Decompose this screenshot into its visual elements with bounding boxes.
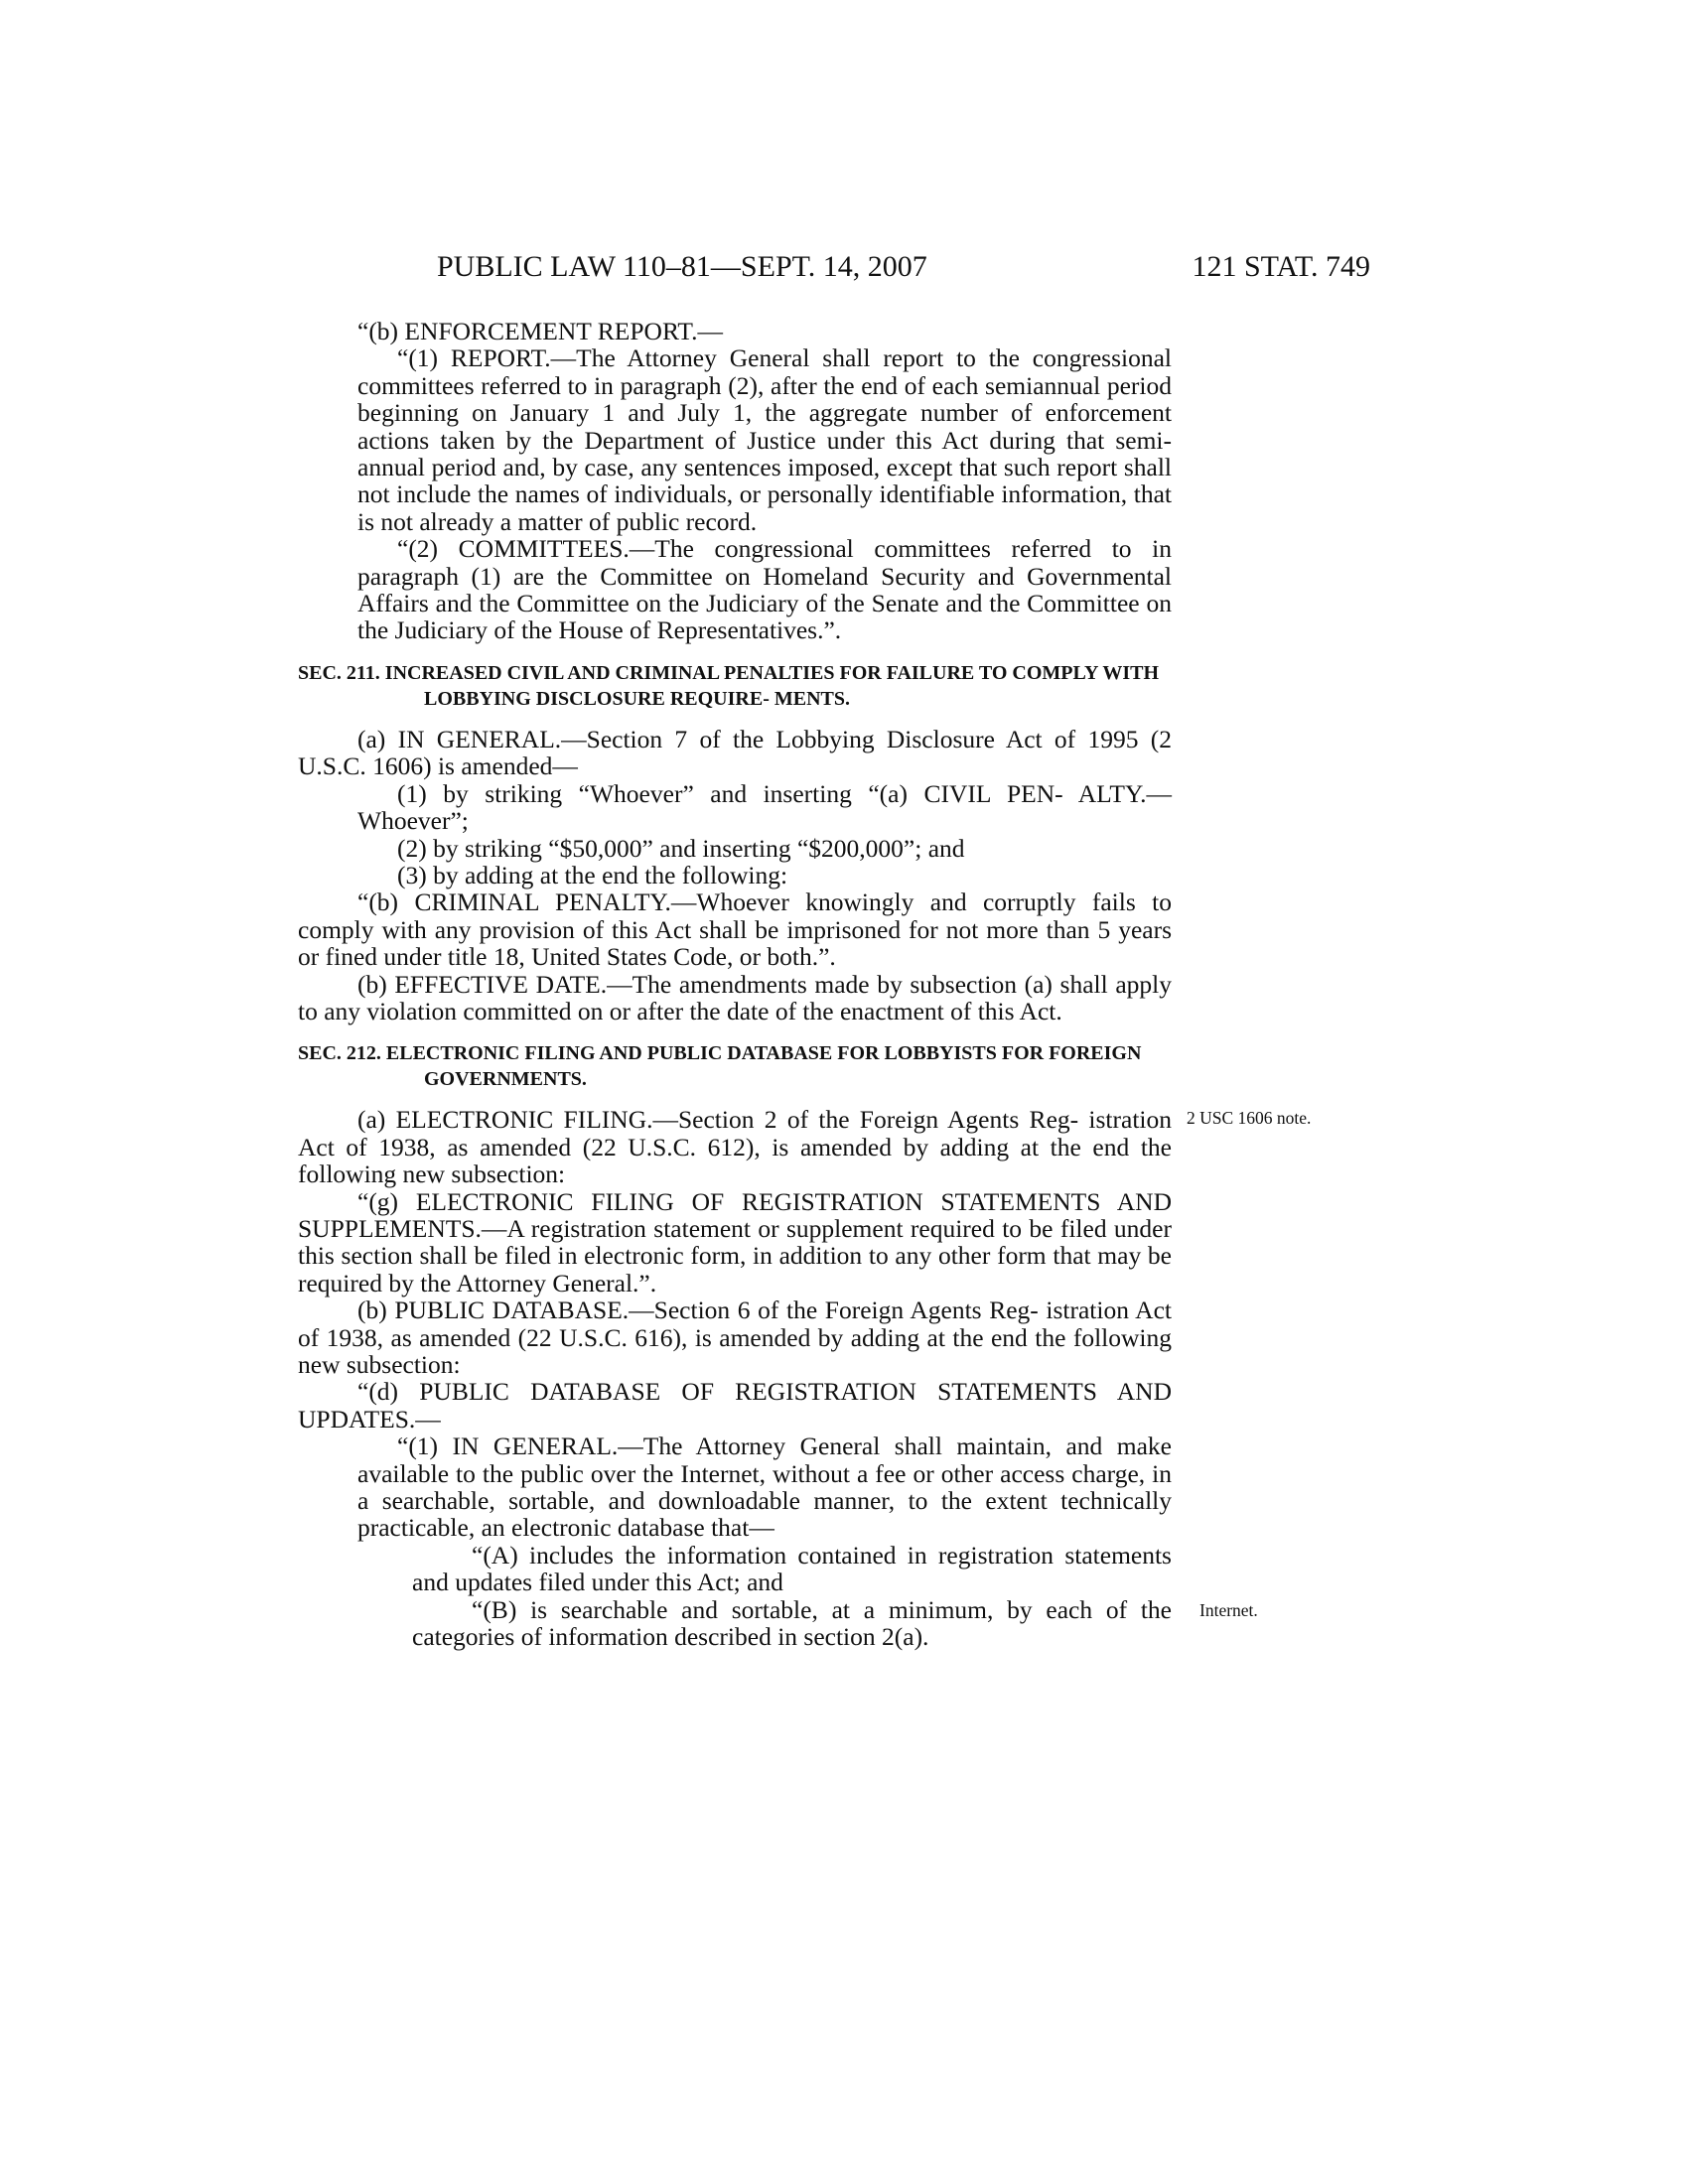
enforcement-report-heading: “(b) ENFORCEMENT REPORT.— [357, 317, 723, 345]
section-211-criminal-penalty: “(b) CRIMINAL PENALTY.—Whoever knowingly and corruptly fails to comply with any provision of this Act shall be imprisoned for not more than 5 years or fined under title 18, United States Code, or both.”. [298, 887, 1172, 972]
paragraph-report: “(1) REPORT.—The Attorney General shall report to the congressional committees referred to in paragraph (2), after the end of each semiannual period beginning on January 1 and July 1, the aggregate number of enforcement actions taken by the Department of Justice under this Act during that semi- annual period and, by case, any sentences imposed, except that such report shall not include the names of individuals, or personally identifiable information, that is not already a matter of public record. [357, 343, 1172, 536]
section-212-g: “(g) ELECTRONIC FILING OF REGISTRATION STATEMENTS AND SUPPLEMENTS.—A registration statement or supplement required to be filed under this section shall be filed in electronic form, in addition to any other form that may be required by the Attorney General.”. [298, 1186, 1172, 1297]
margin-note-usc: 2 USC 1606 note. [1187, 1108, 1312, 1128]
section-212-dA: “(A) includes the information contained in registration statements and updates filed under this Act; and [412, 1540, 1172, 1597]
page-header [437, 250, 1370, 290]
section-211-a1: (1) by striking “Whoever” and inserting “(a) CIVIL PEN- ALTY.—Whoever”; [357, 778, 1172, 836]
document-body [298, 318, 1172, 1650]
section-212-d1: “(1) IN GENERAL.—The Attorney General shall maintain, and make available to the public over the Internet, without a fee or other access charge, in a searchable, sortable, and downloadable manner, to the extent technically practicable, an electronic database that— [357, 1432, 1172, 1543]
section-211-a2: (2) by striking “$50,000” and inserting “$200,000”; and [397, 833, 965, 863]
section-212-a: (a) ELECTRONIC FILING.—Section 2 of the Foreign Agents Reg- istration Act of 1938, as amended (22 U.S.C. 612), is amended by adding at the end the following new subsection: [298, 1105, 1172, 1189]
stat-page-number: 121 STAT. 749 [1192, 250, 1370, 283]
section-212-dB: “(B) is searchable and sortable, at a minimum, by each of the categories of information described in section 2(a). [412, 1594, 1172, 1652]
section-211-b: (b) EFFECTIVE DATE.—The amendments made by subsection (a) shall apply to any violation committed on or after the date of the enactment of this Act. [298, 969, 1172, 1025]
running-title: PUBLIC LAW 110–81—SEPT. 14, 2007 [437, 250, 927, 283]
margin-note-internet: Internet. [1199, 1600, 1258, 1620]
section-212-d: “(d) PUBLIC DATABASE OF REGISTRATION STATEMENTS AND UPDATES.— [298, 1377, 1172, 1433]
section-211-a3: (3) by adding at the end the following: [397, 860, 788, 889]
section-212-b: (b) PUBLIC DATABASE.—Section 6 of the Foreign Agents Reg- istration Act of 1938, as amended (22 U.S.C. 616), is amended by adding at the end the following new subsection: [298, 1296, 1172, 1379]
section-211-heading: SEC. 211. INCREASED CIVIL AND CRIMINAL PENALTIES FOR FAILURE TO COMPLY WITH LOBBYING DISCLOSURE REQUIRE- MENTS. [298, 661, 1160, 710]
paragraph-committees: “(2) COMMITTEES.—The congressional committees referred to in paragraph (1) are the Committee on Homeland Security and Governmental Affairs and the Committee on the Judiciary of the Senate and the Committee on the Judiciary of the House of Representatives.”. [357, 534, 1172, 645]
section-212-heading: SEC. 212. ELECTRONIC FILING AND PUBLIC DATABASE FOR LOBBYISTS FOR FOREIGN GOVERNMENTS. [298, 1042, 1142, 1091]
section-211-a: (a) IN GENERAL.—Section 7 of the Lobbying Disclosure Act of 1995 (2 U.S.C. 1606) is amended— [298, 724, 1172, 781]
